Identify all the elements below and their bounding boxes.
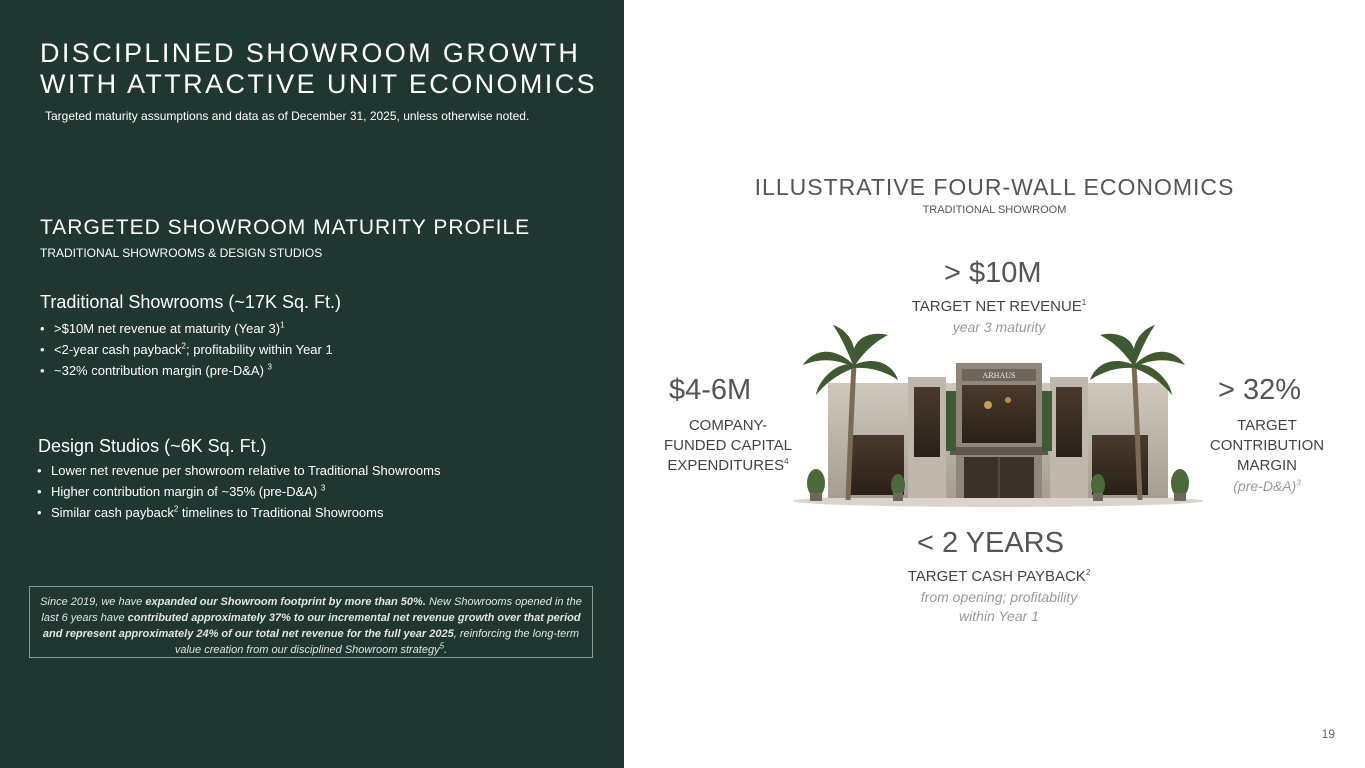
capex-value: $4-6M xyxy=(669,374,752,406)
economics-title: ILLUSTRATIVE FOUR-WALL ECONOMICS xyxy=(754,174,1235,200)
revenue-label: TARGET NET REVENUE$^1$ xyxy=(911,298,1087,315)
list-item: • Lower net revenue per showroom relative to Traditional Showrooms xyxy=(37,460,440,481)
page-title: DISCIPLINED SHOWROOM GROWTH WITH ATTRACTIVE UNIT ECONOMICS xyxy=(40,38,598,99)
revenue-note: year 3 maturity xyxy=(952,319,1046,335)
left-panel xyxy=(0,0,624,768)
list-item: • Similar cash payback$^2$ timelines to Traditional Showrooms xyxy=(37,502,440,523)
margin-note: (pre-D&A)$^3$ xyxy=(1233,478,1301,494)
payback-label: TARGET CASH PAYBACK$^2$ xyxy=(907,568,1091,585)
page-subtitle: Targeted maturity assumptions and data as of December 31, 2025, unless otherwise noted. xyxy=(45,109,530,123)
list-item: • <2-year cash payback$^2$; profitability within Year 1 xyxy=(40,339,333,360)
profile-title: TARGETED SHOWROOM MATURITY PROFILE xyxy=(40,216,531,239)
storefront-sign: ARHAUS xyxy=(982,371,1016,380)
revenue-value: > $10M xyxy=(944,257,1042,289)
page-number: 19 xyxy=(1321,727,1335,741)
traditional-showrooms-heading: Traditional Showrooms (~17K Sq. Ft.) xyxy=(40,292,341,312)
payback-note: from opening; profitability within Year 1 xyxy=(920,589,1078,624)
list-item: • Higher contribution margin of ~35% (pre-D&A) $^3$ xyxy=(37,481,440,502)
list-item: • >$10M net revenue at maturity (Year 3)$^1$ xyxy=(40,318,333,339)
design-studios-heading: Design Studios (~6K Sq. Ft.) xyxy=(38,436,267,456)
traditional-bullets xyxy=(40,318,333,381)
showroom-growth-callout: Since 2019, we have expanded our Showroom footprint by more than 50%. New Showrooms opened in the last 6 years have contributed approximately 37% to our incremental net revenue growth over that period and represent approximately 24% of our total net revenue for the full year 2025, reinforcing the long-term value creation from our disciplined Showroom strategy$^5$. xyxy=(29,586,593,658)
margin-label: TARGET CONTRIBUTION MARGIN xyxy=(1209,417,1325,474)
design-bullets xyxy=(37,460,440,523)
capex-label: COMPANY- FUNDED CAPITAL EXPENDITURES$^4$ xyxy=(663,417,793,474)
payback-value: < 2 YEARS xyxy=(917,527,1064,559)
showroom-storefront-image xyxy=(788,305,1208,510)
margin-value: > 32% xyxy=(1218,374,1302,406)
profile-subtitle: TRADITIONAL SHOWROOMS & DESIGN STUDIOS xyxy=(40,246,323,260)
economics-subtitle: TRADITIONAL SHOWROOM xyxy=(922,204,1067,216)
list-item: • ~32% contribution margin (pre-D&A) $^3$ xyxy=(40,360,333,381)
